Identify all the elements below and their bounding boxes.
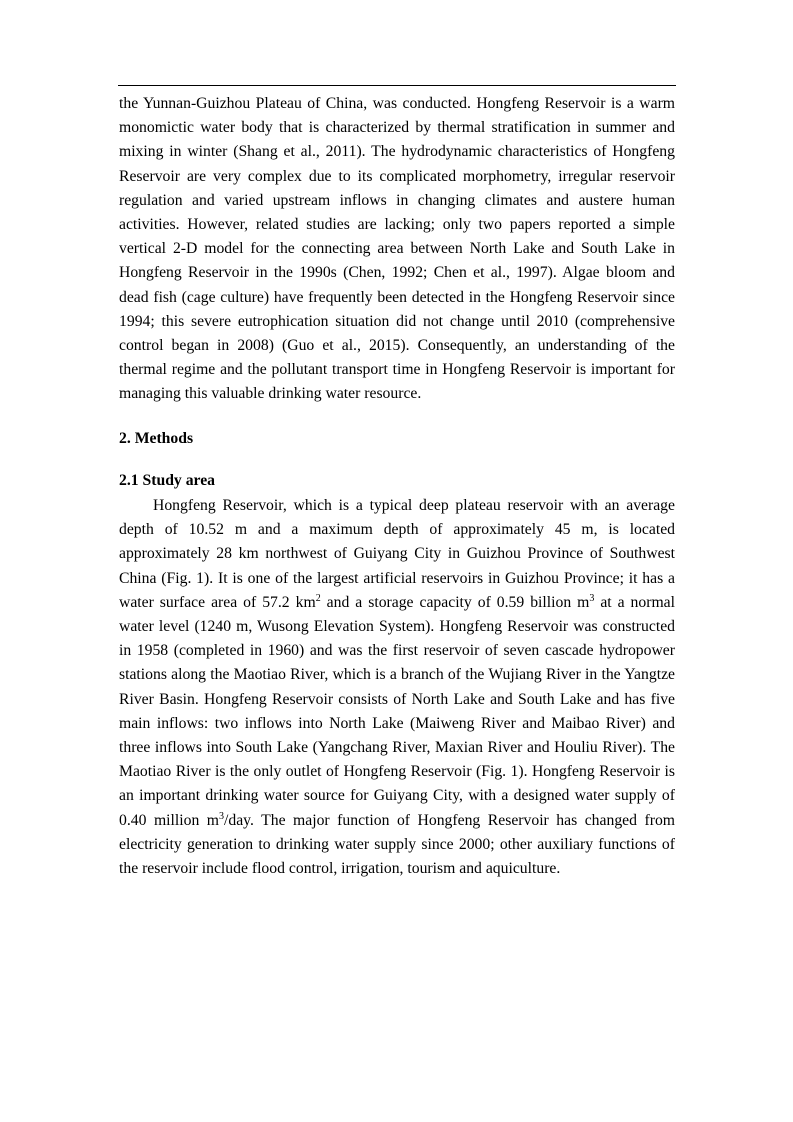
body-text <box>119 92 675 881</box>
text-run: and a storage capacity of 0.59 billion m <box>320 593 590 611</box>
paragraph-intro-continued: the Yunnan-Guizhou Plateau of China, was conducted. Hongfeng Reservoir is a warm monomictic water body that is characterized by thermal stratification in summer and mixing in winter (Shang et al., 2011). The hydrodynamic characteristics of Hongfeng Reservoir are very complex due to its complicated morphometry, irregular reservoir regulation and varied upstream inflows in changing climates and austere human activities. However, related studies are lacking; only two papers reported a simple vertical 2-D model for the connecting area between North Lake and South Lake in Hongfeng Reservoir in the 1990s (Chen, 1992; Chen et al., 1997). Algae bloom and dead fish (cage culture) have frequently been detected in the Hongfeng Reservoir since 1994; this severe eutrophication situation did not change until 2010 (comprehensive control began in 2008) (Guo et al., 2015). Consequently, an understanding of the thermal regime and the pollutant transport time in Hongfeng Reservoir is important for managing this valuable drinking water resource. <box>119 95 675 403</box>
text-run: at a normal water level (1240 m, Wusong Elevation System). Hongfeng Reservoir was constructed in 1958 (completed in 1960) and was the first reservoir of seven cascade hydropower stations along the Maotiao River, which is a branch of the Wujiang River in the Yangtze River Basin. Hongfeng Reservoir consists of North Lake and South Lake and has five main inflows: two inflows into North Lake (Maiweng River and Maibao River) and three inflows into South Lake (Yangchang River, Maxian River and Houliu River). The Maotiao River is the only outlet of Hongfeng Reservoir (Fig. 1). Hongfeng Reservoir is an important drinking water source for Guiyang City, with a designed water supply of 0.40 million m <box>119 593 675 829</box>
superscript: 3 <box>589 592 595 604</box>
subsection-heading-study-area: 2.1 Study area <box>119 471 216 489</box>
superscript: 2 <box>315 592 321 604</box>
section-heading-methods: 2. Methods <box>119 429 194 447</box>
text-run: /day. The major function of Hongfeng Reservoir has changed from electricity generation to drinking water supply since 2000; other auxiliary functions of the reservoir include flood control, irrigation, tourism and aquiculture. <box>119 811 675 878</box>
superscript: 3 <box>219 810 225 822</box>
paragraph-study-area <box>119 494 675 881</box>
text-run: Hongfeng Reservoir, which is a typical deep plateau reservoir with an average depth of 10.52 m and a maximum depth of approximately 45 m, is located approximately 28 km northwest of Guiyang City in Guizhou Province of Southwest China (Fig. 1). It is one of the largest artificial reservoirs in Guizhou Province; it has a water surface area of 57.2 km <box>119 497 675 611</box>
header-rule <box>118 85 676 86</box>
